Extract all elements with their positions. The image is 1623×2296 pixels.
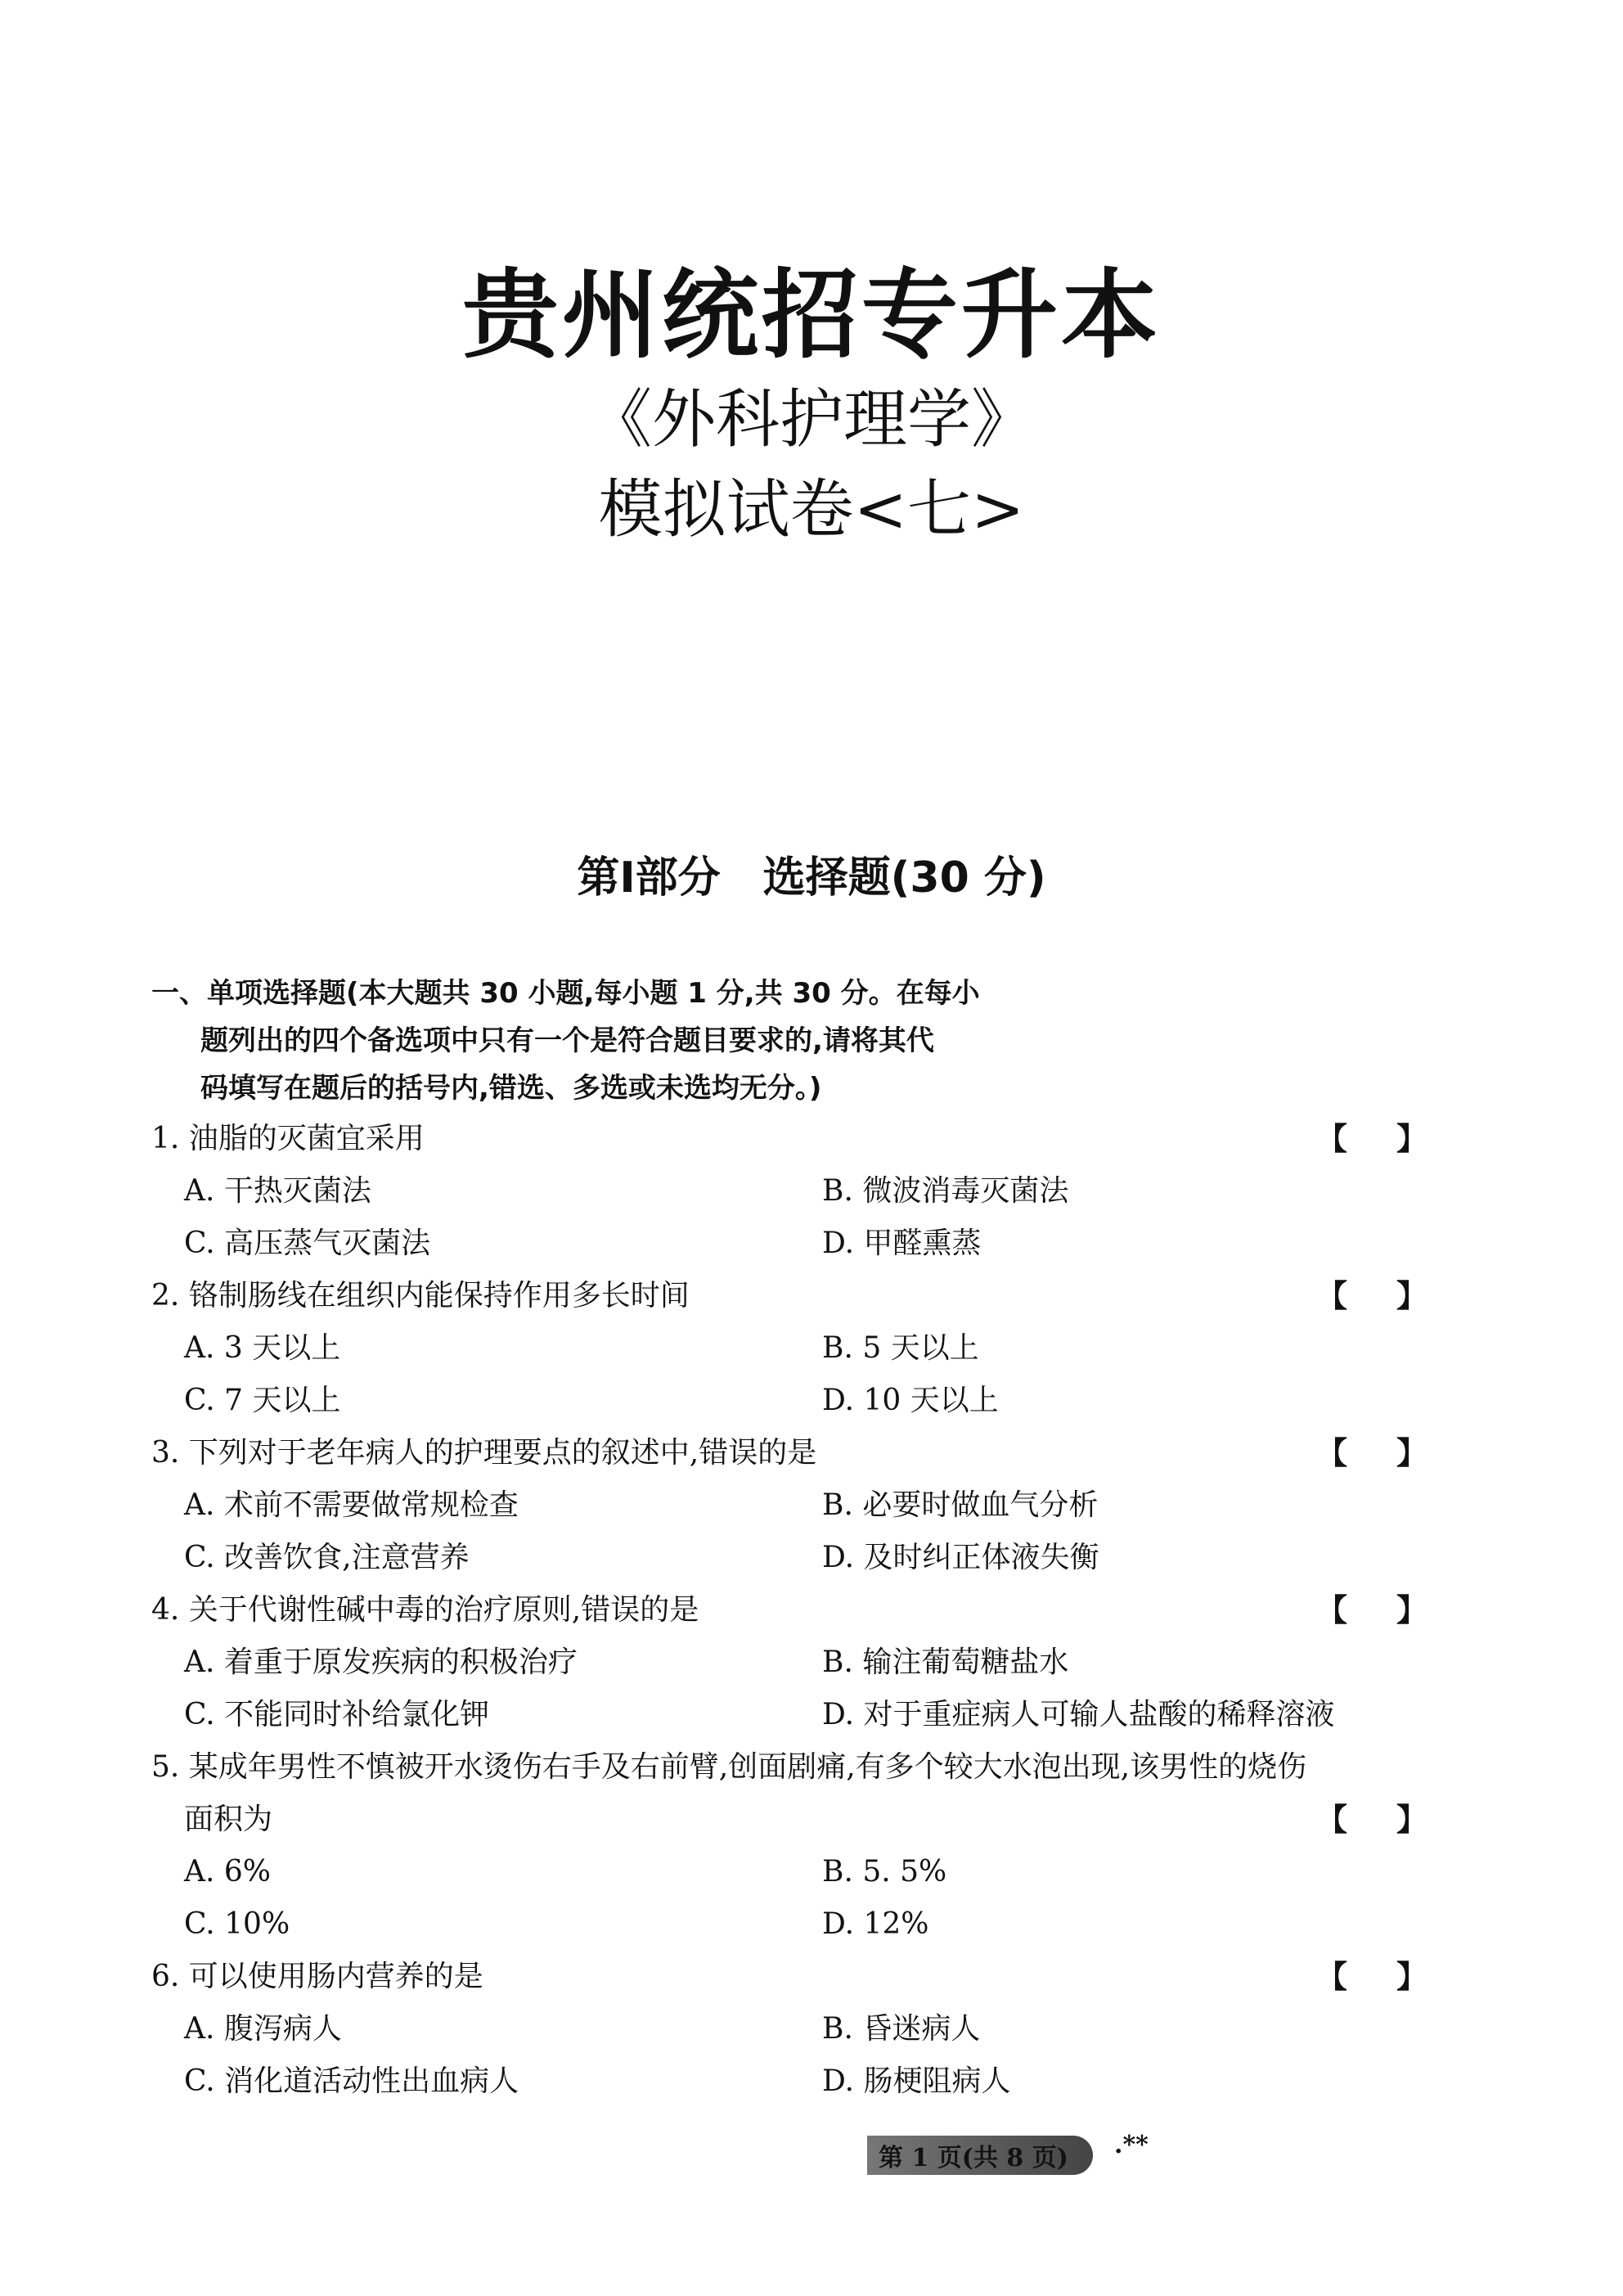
- page-number: [867, 2136, 1093, 2175]
- option-d: D. 及时纠正体液失衡: [822, 1541, 1099, 1574]
- option-b: B. 昏迷病人: [822, 2012, 981, 2046]
- question-list: [151, 1113, 1477, 2108]
- instruction-line: 一、单项选择题(本大题共 30 小题,每小题 1 分,共 30 分。在每小: [151, 977, 980, 1010]
- question-stem: 6. 可以使用肠内营养的是: [151, 1960, 483, 1993]
- option-b: B. 5 天以上: [822, 1331, 979, 1365]
- question-stem: 1. 油脂的灭菌宜采用: [151, 1122, 425, 1155]
- option-a: A. 6%: [184, 1855, 271, 1889]
- paper-title: 模拟试卷<七>: [598, 473, 1025, 547]
- option-b: B. 输注葡萄糖盐水: [822, 1645, 1069, 1679]
- question-stem: 5. 某成年男性不慎被开水烫伤右手及右前臂,创面剧痛,有多个较大水泡出现,该男性的烧伤: [151, 1750, 1307, 1784]
- section-instructions: [151, 970, 1092, 1112]
- answer-bracket: 【】: [1315, 1435, 1477, 1471]
- question-item: [151, 1584, 1477, 1741]
- answer-bracket: 【】: [1315, 1121, 1477, 1157]
- question-item: [151, 1113, 1477, 1270]
- page-number-text: 第 1 页(共 8 页): [879, 2144, 1068, 2172]
- subject-title: 《外科护理学》: [587, 383, 1035, 457]
- answer-bracket: 【】: [1315, 1592, 1477, 1628]
- question-item: [151, 1427, 1477, 1584]
- question-item: [151, 1270, 1477, 1427]
- option-c: C. 10%: [184, 1907, 290, 1941]
- instruction-line: 题列出的四个备选项中只有一个是符合题目要求的,请将其代: [200, 1024, 934, 1057]
- option-d: D. 甲醛熏蒸: [822, 1227, 982, 1260]
- question-item: [151, 1741, 1477, 1951]
- question-stem: 4. 关于代谢性碱中毒的治疗原则,错误的是: [151, 1593, 699, 1627]
- option-a: A. 腹泻病人: [184, 2012, 342, 2046]
- option-b: B. 微波消毒灭菌法: [822, 1174, 1069, 1208]
- option-d: D. 10 天以上: [822, 1384, 999, 1417]
- part-heading: 第Ⅰ部分 选择题(30 分): [577, 853, 1046, 903]
- option-c: C. 7 天以上: [184, 1384, 341, 1417]
- option-a: A. 3 天以上: [184, 1331, 341, 1365]
- option-c: C. 改善饮食,注意营养: [184, 1541, 470, 1574]
- option-a: A. 着重于原发疾病的积极治疗: [184, 1645, 578, 1679]
- option-b: B. 5. 5%: [822, 1855, 947, 1889]
- question-stem-continued: 面积为: [184, 1803, 273, 1836]
- question-stem: 3. 下列对于老年病人的护理要点的叙述中,错误的是: [151, 1436, 817, 1470]
- option-c: C. 高压蒸气灭菌法: [184, 1227, 431, 1260]
- option-a: A. 干热灭菌法: [184, 1174, 371, 1208]
- option-c: C. 不能同时补给氯化钾: [184, 1698, 490, 1731]
- option-d: D. 12%: [822, 1907, 929, 1941]
- footer-dots: .**: [1114, 2131, 1149, 2159]
- page-title: 贵州统招专升本: [461, 258, 1161, 371]
- option-d: D. 肠梗阻病人: [822, 2064, 1011, 2098]
- answer-bracket: 【】: [1315, 1278, 1477, 1314]
- instruction-line: 码填写在题后的括号内,错选、多选或未选均无分。): [200, 1072, 822, 1105]
- option-d: D. 对于重症病人可输人盐酸的稀释溶液: [822, 1698, 1335, 1731]
- question-stem: 2. 铬制肠线在组织内能保持作用多长时间: [151, 1279, 690, 1312]
- answer-bracket: 【】: [1315, 1959, 1477, 1995]
- question-item: [151, 1951, 1477, 2108]
- option-c: C. 消化道活动性出血病人: [184, 2064, 519, 2098]
- option-b: B. 必要时做血气分析: [822, 1488, 1099, 1522]
- answer-bracket: 【】: [1315, 1802, 1477, 1838]
- option-a: A. 术前不需要做常规检查: [184, 1488, 519, 1522]
